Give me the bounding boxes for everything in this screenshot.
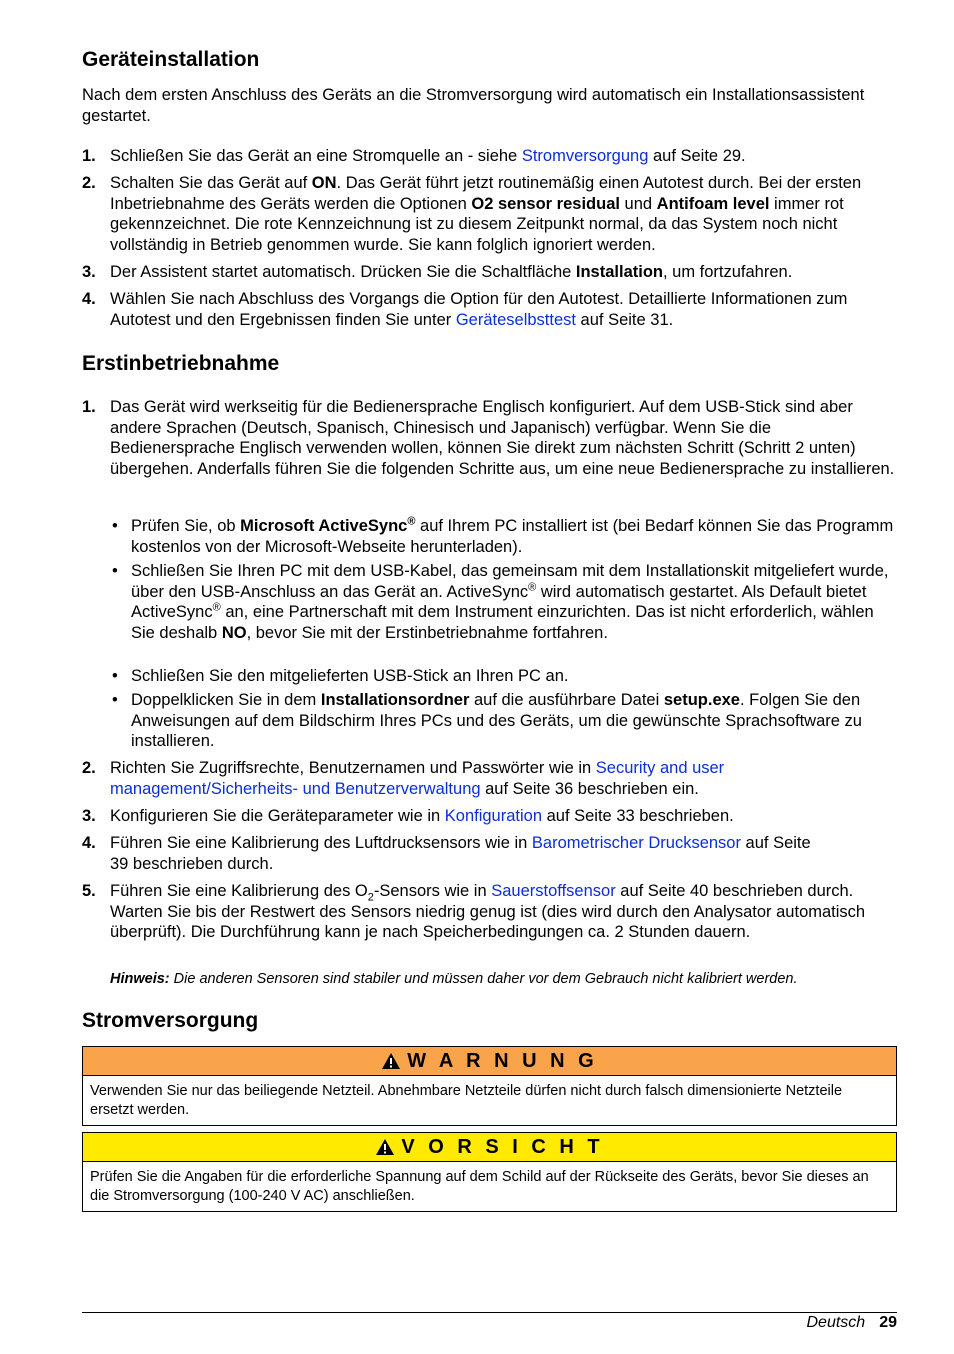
- link-stromversorgung[interactable]: Stromversorgung: [521, 147, 649, 165]
- warning-header: W A R N U N G: [83, 1047, 896, 1076]
- link-konfiguration[interactable]: Konfiguration: [444, 807, 543, 825]
- caution-header: V O R S I C H T: [83, 1133, 896, 1162]
- install-step-4: 4. Wählen Sie nach Abschluss des Vorgangs die Option für den Autotest. Detaillierte Informationen zum Autotest und den Ergebnissen finden Sie unter Geräteselbsttest auf Seite 31.: [82, 290, 848, 329]
- link-barometrischer-drucksensor[interactable]: Barometrischer Drucksensor: [531, 834, 741, 852]
- link-geraeteselbsttest[interactable]: Geräteselbsttest: [455, 310, 576, 329]
- setup-step-2: 2. Richten Sie Zugriffsrechte, Benutzernamen und Passwörter wie in Security and user management/Sicherheits- und Benutzerverwaltung auf Seite 36 beschrieben ein.: [82, 759, 725, 798]
- warning-text: Verwenden Sie nur das beiliegende Netzteil. Abnehmbare Netzteile dürfen nicht durch falsch dimensionierte Netzteile ersetzt werden.: [90, 1083, 843, 1118]
- caution-text: Prüfen Sie die Angaben für die erforderliche Spannung auf dem Schild auf der Rückseite des Geräts, bevor Sie dieses an die Stromversorgung (100-240 V AC) anschließen.: [90, 1169, 869, 1204]
- install-step-1: 1. Schließen Sie das Gerät an eine Stromquelle an - siehe Stromversorgung auf Seite 29.: [82, 147, 746, 165]
- page-number: 29: [879, 1314, 897, 1331]
- page-footer: [807, 1313, 898, 1333]
- footer-language: Deutsch: [806, 1314, 866, 1331]
- heading-erstinbetriebnahme: Erstinbetriebnahme: [82, 352, 280, 375]
- bullet-activesync-check: • Prüfen Sie, ob Microsoft ActiveSync® auf Ihrem PC installiert ist (bei Bedarf können Sie das Programm kostenlos von der Microsoft-Webseite herunterladen).: [112, 515, 894, 556]
- footer-divider: [82, 1312, 897, 1313]
- caution-box: [82, 1132, 897, 1212]
- setup-step-4: 4. Führen Sie eine Kalibrierung des Luftdrucksensors wie in Barometrischer Drucksensor auf Seite 39 beschrieben durch.: [82, 834, 811, 873]
- install-step-2: 2. Schalten Sie das Gerät auf ON. Das Gerät führt jetzt routinemäßig einen Autotest durch. Bei der ersten Inbetriebnahme des Geräts werden die Optionen O2 sensor residual und Antifoam level immer rot gekennzeichnet. Die rote Kennzeichnung ist zu diesem Zeitpunkt normal, da das System noch nicht vollständig in Betrieb genommen wurde. Sie kann folglich ignoriert werden.: [82, 174, 862, 254]
- setup-step-3: 3. Konfigurieren Sie die Geräteparameter wie in Konfiguration auf Seite 33 beschrieben.: [82, 807, 734, 825]
- link-security-management[interactable]: Security and user management/Sicherheits- und Benutzerverwaltung: [110, 759, 725, 798]
- bullet-setup-exe: • Doppelklicken Sie in dem Installationsordner auf die ausführbare Datei setup.exe. Folgen Sie den Anweisungen auf dem Bildschirm Ihres PCs und des Geräts, um die gewünschte Sprachsoftware zu installieren.: [112, 691, 862, 750]
- warning-box: [82, 1046, 897, 1126]
- bullet-usb-connect: • Schließen Sie Ihren PC mit dem USB-Kabel, das gemeinsam mit dem Installationskit mitgeliefert wurde, über den USB-Anschluss an das Gerät an. ActiveSync® wird automatisch gestartet. Als Default bietet ActiveSync® an, eine Partnerschaft mit dem Instrument einzurichten. Das ist nicht erforderlich, wählen Sie deshalb NO, bevor Sie mit der Erstinbetriebnahme fortfahren.: [112, 562, 889, 642]
- bullet-usb-stick: • Schließen Sie den mitgelieferten USB-Stick an Ihren PC an.: [112, 667, 569, 685]
- heading-geraeteinstallation: Geräteinstallation: [82, 48, 260, 71]
- heading-stromversorgung: Stromversorgung: [82, 1009, 259, 1032]
- setup-step-5: 5. Führen Sie eine Kalibrierung des $O_2$-Sensors wie in Sauerstoffsensor auf Seite 40 beschrieben durch. Warten Sie bis der Restwert des Sensors niedrig genug ist (dies wird durch den Analysator automatisch überprüft). Die Durchführung kann je nach Speicherbedingungen ca. 2 Stunden dauern.: [82, 882, 866, 941]
- note-hinweis: Hinweis: Die anderen Sensoren sind stabiler und müssen daher vor dem Gebrauch nicht kalibriert werden.: [110, 971, 798, 987]
- link-sauerstoffsensor[interactable]: Sauerstoffsensor: [491, 882, 616, 900]
- intro-paragraph: Nach dem ersten Anschluss des Geräts an die Stromversorgung wird automatisch ein Installationsassistent gestartet.: [82, 86, 865, 125]
- setup-step-1: 1. Das Gerät wird werkseitig für die Bedienersprache Englisch konfiguriert. Auf dem USB-Stick sind aber andere Sprachen (Deutsch, Spanisch, Chinesisch und Japanisch) verfügbar. Wenn Sie die Bedienersprache Englisch verwenden wollen, können Sie direkt zum nächsten Schritt (Schritt 2 unten) übergehen. Anderfalls führen Sie die folgenden Schritte aus, um eine neue Bedienersprache zu installieren.: [82, 398, 895, 478]
- caution-triangle-icon: [375, 1138, 395, 1156]
- warning-triangle-icon: [381, 1052, 401, 1070]
- install-step-3: 3. Der Assistent startet automatisch. Drücken Sie die Schaltfläche Installation, um fortzufahren.: [82, 263, 793, 281]
